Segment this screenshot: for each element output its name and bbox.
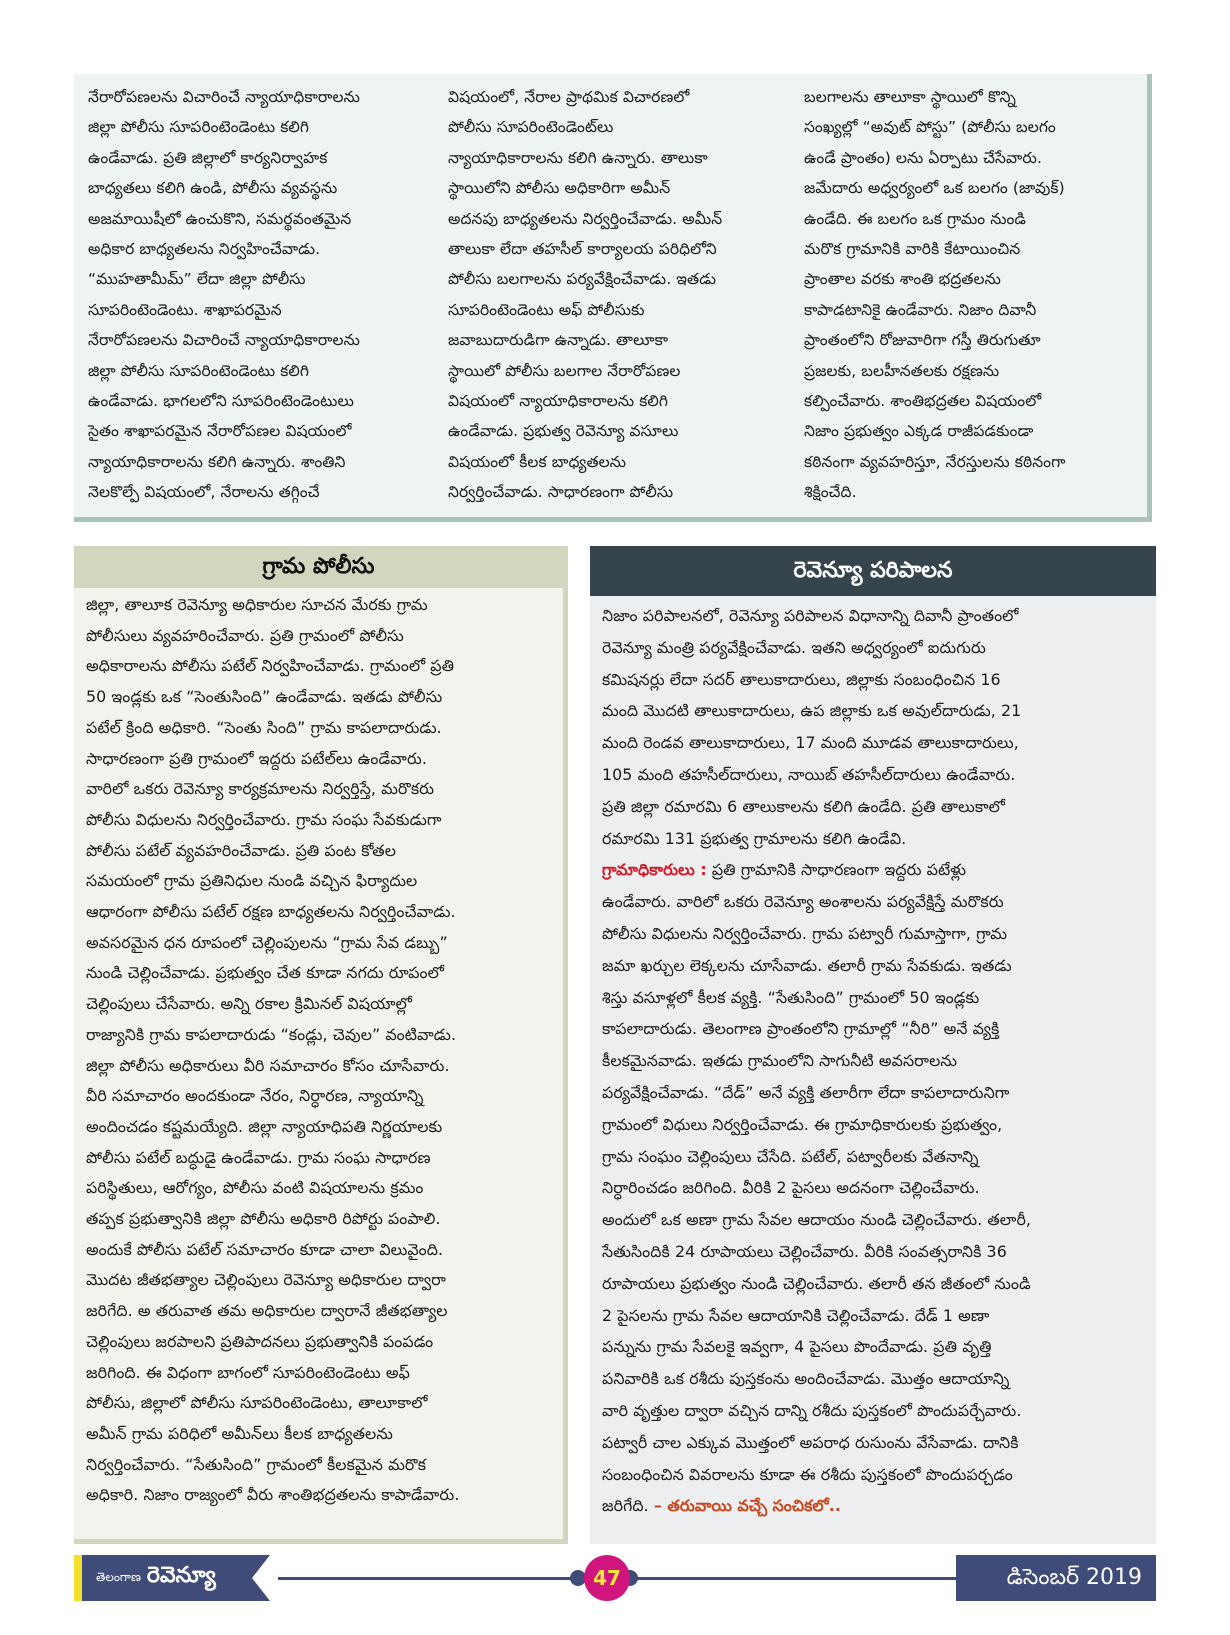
text-line: చెల్లింపులు చేసేవారు. అన్ని రకాల క్రిమినల్ విషయాల్లో [86,994,412,1014]
text-line: మొదట జీతభత్యాల చెల్లింపులు రెవెన్యూ అధికారుల ద్వారా [86,1270,447,1290]
brand-telangana: తెలంగాణ [96,1569,141,1584]
text-line: శిక్షించేది. [804,483,857,502]
text-line: సంబంధించిన వివరాలను కూడా ఈ రశీదు పుస్తకంలో పొందుపర్చడం [602,1464,1013,1484]
text-line: నేరారోపణలను విచారించే న్యాయాధికారాలను [88,88,360,106]
text-line: చెల్లింపులు జరపాలని ప్రతిపాదనలు ప్రభుత్వానికి పంపడం [86,1331,434,1351]
text-line: కాపాడటానికై ఉండేవారు. నిజాం దివానీ [804,300,1037,319]
subheading-line-text: ప్రతి గ్రామానికి సాధారణంగా ఇద్దరు పటేళ్లు [706,860,967,880]
text-line: పన్నును గ్రామ సేవలకై ఇవ్వగా, 4 పైసలు పొందేవాడు. ప్రతి వృత్తి [602,1337,992,1357]
text-line: ప్రతి జిల్లా రమారమి 6 తాలుకాలను కలిగి ఉండేది. ప్రతి తాలుకాలో [602,796,1005,816]
issue-date: డిసెంబర్ 2019 [956,1555,1156,1601]
revenue-admin-body [590,596,1156,1522]
text-line: ప్రజలకు, బలహీనతలకు రక్షణను [804,361,1000,380]
text-line: వీరి సమాచారం అందకుండా నేరం, నిర్ధారణ, న్యాయాన్ని [86,1086,424,1106]
text-line: ప్రాంతాల వరకు శాంతి భద్రతలను [804,270,1001,289]
brand-arrow-notch [252,1555,270,1601]
subheading-line [602,854,1156,886]
text-line: ఉండేవాడు. ప్రభుత్వ రెవెన్యూ వసూలు [448,422,679,441]
text-line: జిల్లా, తాలూక రెవెన్యూ అధికారుల సూచన మేరకు గ్రామ [86,595,428,614]
text-line: విషయంలో, నేరాల ప్రాథమిక విచారణలో [448,88,690,106]
text-line: పటేల్ క్రింది అధికారి. “సెంతు సింది” గ్రామ కాపలాదారుడు. [86,717,442,737]
text-line: గ్రామ సంఘం చెల్లింపులు చేసేది. పటేల్, పట్వారీలకు వేతనాన్ని [602,1146,979,1166]
text-line: పరిస్థితులు, ఆరోగ్యం, పోలీసు వంటి విషయాలను క్రమం [86,1178,424,1198]
text-line: జవాబుదారుడిగా ఉన్నాడు. తాలూకా [448,331,669,350]
text-line: పోలీసులు వ్యవహరించేవారు. ప్రతి గ్రామంలో పోలీసు [86,625,404,645]
text-line: వారిలో ఒకరు రెవెన్యూ కార్యక్రమాలను నిర్వర్తిస్తే, మరొకరు [86,779,435,799]
text-line: సూపరింటెండెంటు అఫ్ పోలీసుకు [448,300,645,319]
text-line: నిజాం ప్రభుత్వం ఎక్కడ రాజీపడకుండా [804,422,1034,441]
text-line: రెవెన్యూ మంత్రి పర్యవేక్షించేవాడు. ఇతని అధ్వర్యంలో ఐదుగురు [602,637,986,657]
text-line: అజమాయిషీలో ఉంచుకొని, సమర్థవంతమైన [88,209,352,228]
text-line: జమా ఖర్చుల లెక్కలను చూసేవాడు. తలారీ గ్రామ సేవకుడు. ఇతడు [602,955,1012,975]
magazine-brand [74,1555,270,1601]
text-line: న్యాయాధికారాలను కలిగి ఉన్నారు. శాంతిని [88,452,346,471]
text-line: జరిగింది. ఈ విధంగా బాగంలో సూపరింటెండెంటు అఫ్ [86,1362,410,1382]
text-line: శిస్తు వసూళ్లలో కీలక వ్యక్తి. “సేతుసింది” గ్రామంలో 50 ఇండ్లకు [602,987,980,1007]
revenue-admin-section [590,546,1156,1544]
text-line: నేరారోపణలను విచారించే న్యాయాధికారాలను [88,331,360,350]
text-line: 105 మంది తహసీల్‌దారులు, నాయిబ్ తహసీల్‌దారులు ఉండేవారు. [602,764,1016,784]
text-line: మంది మొదటి తాలుకాదారులు, ఉప జిల్లాకు ఒక అవుల్‌దారుడు, 21 [602,701,1022,721]
top-column-3 [804,82,1144,508]
text-line: జిల్లా పోలీసు అధికారులు వీరి సమాచారం కోసం చూసేవారు. [86,1055,450,1075]
page-footer [74,1555,1156,1607]
text-line: అందులో ఒక అణా గ్రామ సేవల ఆదాయం నుండి చెల్లించేవారు. తలారీ, [602,1210,1032,1230]
text-line: విషయంలో న్యాయాధికారాలను కలిగి [448,392,669,411]
text-line: అధికారాలను పోలీసు పటేల్ నిర్వహించేవాడు. గ్రామంలో ప్రతి [86,656,455,676]
text-line: రూపాయలు ప్రభుత్వం నుండి చెల్లించేవారు. తలారీ తన జీతంలో నుండి [602,1273,1031,1293]
text-line: జమేదారు అధ్వర్యంలో ఒక బలగం (జావుక్) [804,179,1065,198]
text-line: కాపలాదారుడు. తెలంగాణ ప్రాంతంలోని గ్రామాల్లో “నీరి” అనే వ్యక్తి [602,1019,1000,1039]
text-line: అందుకే పోలీసు పటేల్ సమాచారం కూడా చాలా విలువైంది. [86,1239,444,1259]
text-line: ఉండేది. ఈ బలగం ఒక గ్రామం నుండి [804,209,1027,228]
text-line: జరిగేది. అ తరువాత తమ అధికారుల ద్వారానే జీతభత్యాల [86,1301,448,1321]
grama-police-heading: గ్రామ పోలీసు [74,546,563,588]
text-line: జిల్లా పోలీసు సూపరింటెండెంటు కలిగి [88,118,309,137]
text-line: తప్పక ప్రభుత్వానికి జిల్లా పోలీసు అధికారి రిపోర్టు పంపాలి. [86,1209,441,1229]
text-line: మంది రెండవ తాలుకాదారులు, 17 మంది మూడవ తాలుకాదారులు, [602,733,1019,753]
text-line: సాధారణంగా ప్రతి గ్రామంలో ఇద్దరు పటేల్‌లు ఉండేవారు. [86,748,427,768]
text-line: సమయంలో గ్రామ ప్రతినిధుల నుండి వచ్చిన ఫిర్యాదుల [86,871,418,891]
text-line: సూపరింటెండెంటు. శాఖాపరమైన [88,300,282,319]
text-line: నిర్వర్తించేవారు. “సేతుసింది” గ్రామంలో కీలకమైన మరొక [86,1454,427,1474]
text-line: బాధ్యతలు కలిగి ఉండి, పోలీసు వ్యవస్థను [88,179,338,198]
text-line: కమిషనర్లు లేదా సదర్ తాలుకాదారులు, జిల్లాకు సంబంధించిన 16 [602,669,1001,689]
text-line: న్యాయాధికారాలను కలిగి ఉన్నారు. తాలుకా [448,148,708,167]
brand-revenue: రెవెన్యూ [146,1563,216,1588]
text-line: తాలుకా లేదా తహసీల్ కార్యాలయ పరిధిలోని [448,240,717,259]
text-line: పోలీసు విధులను నిర్వర్తించేవారు. గ్రామ పట్వారీ గుమాస్తాగా, గ్రామ [602,923,1008,943]
text-line: అధికారి. నిజాం రాజ్యంలో వీరు శాంతిభద్రతలను కాపాడేవారు. [86,1485,460,1505]
text-line: అందించడం కష్టమయ్యేది. జిల్లా న్యాయాధిపతి నిర్ణయాలకు [86,1116,443,1136]
top-column-2 [448,82,798,508]
text-line: ఆధారంగా పోలీసు పటేల్ రక్షణ బాధ్యతలను నిర్వర్తించేవాడు. [86,902,456,922]
top-text-box [74,74,1152,522]
grama-police-body [74,588,563,1511]
text-line: ఉండే ప్రాంతం) లను ఏర్పాటు చేసేవారు. [804,148,1043,167]
text-line: 50 ఇండ్లకు ఒక “సెంతుసింది” ఉండేవాడు. ఇతడు పోలీసు [86,687,443,707]
text-line: సేతుసిందికి 24 రూపాయలు చెల్లించేవారు. వీరికి సంవత్సరానికి 36 [602,1241,1007,1261]
text-line: అమీన్ గ్రామ పరిధిలో అమీన్‌లు కీలక బాధ్యతలను [86,1423,393,1443]
text-line: పోలీసు విధులను నిర్వర్తించేవారు. గ్రామ సంఘ సేవకుడుగా [86,809,442,829]
text-line: నెలకొల్పే విషయంలో, నేరాలను తగ్గించే [88,483,320,502]
text-line: అవసరమైన ధన రూపంలో చెల్లింపులను “గ్రామ సేవ డబ్బు” [86,932,448,952]
text-line: స్థాయిలో పోలీసు బలగాల నేరారోపణల [448,361,681,380]
text-line: వారి వృత్తుల ద్వారా వచ్చిన దాన్ని రశీదు పుస్తకంలో పొందుపర్చేవారు. [602,1400,1022,1420]
text-line: నుండి చెల్లించేవాడు. ప్రభుత్వం చేత కూడా నగదు రూపంలో [86,963,444,983]
text-line: మరొక గ్రామానికి వారికి కేటాయించిన [804,240,1021,259]
text-line: సంఖ్యల్లో “అవుట్ పోస్టు” (పోలీసు బలగం [804,118,1056,137]
text-line: రాజ్యానికి గ్రామ కాపలాదారుడు “కండ్లు, చెవుల” వంటివాడు. [86,1024,457,1044]
text-line: నిర్వర్తించేవాడు. సాధారణంగా పోలీసు [448,483,674,502]
text-line: పోలీసు బలగాలను పర్యవేక్షించేవాడు. ఇతడు [448,270,717,289]
text-line: అధికార బాధ్యతలను నిర్వహించేవాడు. [88,240,321,259]
last-line [602,1490,1156,1522]
text-line: కఠినంగా వ్యవహరిస్తూ, నేరస్తులను కఠినంగా [804,452,1066,471]
revenue-admin-continued [602,886,1156,1490]
text-line: ప్రాంతంలోని రోజువారిగా గస్తీ తిరుగుతూ [804,331,1041,350]
text-line: ఉండేవాడు. భాగలలోని సూపరింటెండెంటులు [88,392,354,411]
text-line: కీలకమైనవాడు. ఇతడు గ్రామంలోని సాగునీటి అవసరాలను [602,1051,958,1071]
last-line-text: జరిగేది. [602,1496,654,1516]
text-line: బలగాలను తాలూకా స్థాయిలో కొన్ని [804,88,1016,106]
text-line: పోలీసు పటేల్ వ్యవహరించేవాడు. ప్రతి పంట కోతల [86,840,396,860]
page-number: 47 [584,1555,630,1601]
text-line: పోలీసు, జిల్లాలో పోలీసు సూపరింటెండెంటు, తాలూకాలో [86,1393,428,1413]
text-line: కల్పించేవారు. శాంతిభద్రతల విషయంలో [804,392,1042,411]
text-line: జిల్లా పోలీసు సూపరింటెండెంటు కలిగి [88,361,309,380]
text-line: అదనపు బాధ్యతలను నిర్వర్తించేవాడు. అమీన్ [448,209,723,228]
text-line: 2 పైసలను గ్రామ సేవల ఆదాయానికి చెల్లించేవాడు. దేడ్ 1 అణా [602,1305,990,1325]
top-column-1 [88,82,440,508]
text-line: రమారమి 131 ప్రభుత్వ గ్రామాలను కలిగి ఉండేవి. [602,828,907,848]
revenue-admin-heading: రెవెన్యూ పరిపాలన [590,546,1156,596]
text-line: పోలీసు సూపరింటెండెంట్‌లు [448,118,614,137]
text-line: పోలీసు పటేల్ బద్ధుడై ఉండేవాడు. గ్రామ సంఘ సాధారణ [86,1147,431,1167]
grama-police-section [74,546,568,1544]
text-line: “ముహతామీమ్” లేదా జిల్లా పోలీసు [88,270,306,289]
text-line: ఉండేవారు. వారిలో ఒకరు రెవెన్యూ అంశాలను పర్యవేక్షిస్తే మరొకరు [602,892,1004,912]
text-line: పర్యవేక్షించేవాడు. “దేడ్” అనే వ్యక్తి తలారీగా లేదా కాపలాదారునిగా [602,1082,1010,1102]
text-line: స్థాయిలోని పోలీసు అధికారిగా అమీన్ [448,179,671,198]
text-line: పట్వారీ చాల ఎక్కువ మొత్తంలో అపరాధ రుసుంను వేసేవాడు. దానికి [602,1432,1019,1452]
revenue-admin-intro [602,600,1156,854]
text-line: ఉండేవాడు. ప్రతి జిల్లాలో కార్యనిర్వాహక [88,148,328,167]
village-officers-subheading: గ్రామాధికారులు : [602,860,707,880]
continued-next-issue: – తరువాయి వచ్చే సంచికలో.. [653,1496,841,1516]
text-line: నిర్ధారించడం జరిగింది. వీరికి 2 పైసలు అదనంగా చెల్లించేవారు. [602,1178,980,1198]
text-line: సైతం శాఖాపరమైన నేరారోపణల విషయంలో [88,422,352,441]
text-line: గ్రామంలో విధులు నిర్వర్తించేవాడు. ఈ గ్రామాధికారులకు ప్రభుత్వం, [602,1114,1003,1134]
text-line: పనివారికి ఒక రశీదు పుస్తకంను అందించేవాడు. మొత్తం ఆదాయాన్ని [602,1369,1010,1389]
text-line: నిజాం పరిపాలనలో, రెవెన్యూ పరిపాలన విధానాన్ని దివానీ ప్రాంతంలో [602,606,1019,625]
text-line: విషయంలో కీలక బాధ్యతలను [448,452,627,471]
